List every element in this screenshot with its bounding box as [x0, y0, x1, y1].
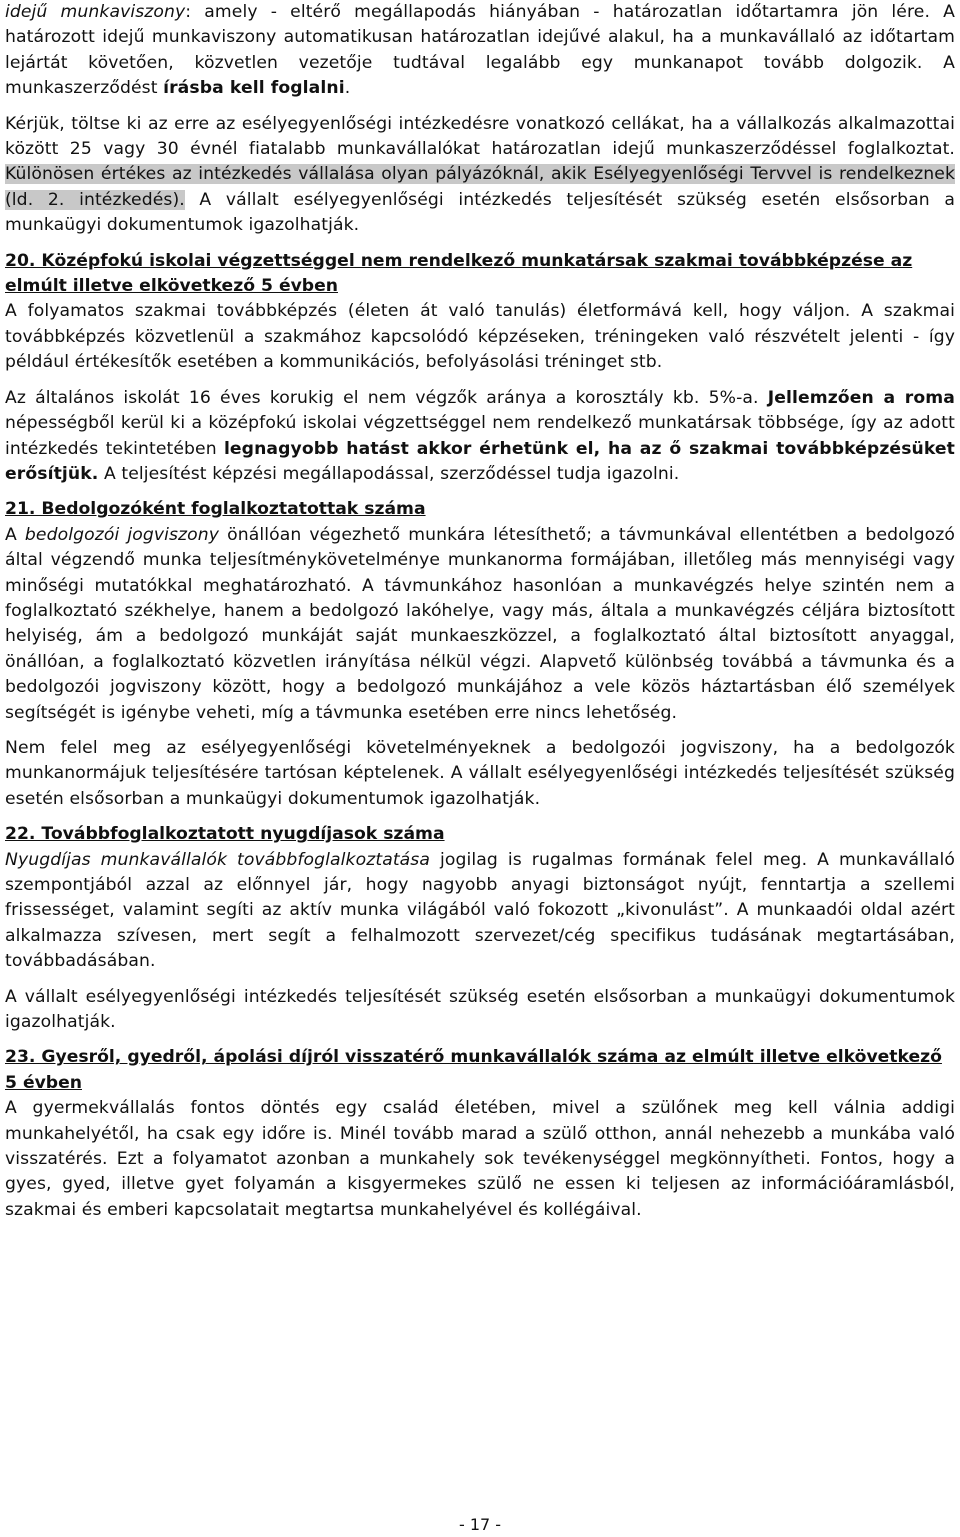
- section-22-heading: 22. Továbbfoglalkoztatott nyugdíjasok száma: [5, 824, 445, 845]
- intro-p2-text: Kérjük, töltse ki az erre az esélyegyenlőségi intézkedésre vonatkozó cellákat, ha a vállalkozás alkalmazottai között 25 vagy 30 évnél fiatalabb munkavállalókat határozatlan idejű munkaszerződéssel foglalkoztat.: [5, 113, 955, 160]
- intro-text: : amely - eltérő megállapodás hiányában - határozatlan időtartamra jön lére. A határozott idejű munkaviszony automatikusan határozatlan idejűvé alakul, ha a munkavállaló az időtartam lejártát követően, közvetlen vezetője tudtával legalább egy munkanapot tovább dolgozik. A munkaszerződést: [5, 2, 955, 99]
- section-21-paragraph-1: [5, 523, 955, 726]
- s21-text-a: A: [5, 524, 25, 545]
- highlighted-text: Különösen értékes az intézkedés vállalása olyan pályázóknál, akik Esélyegyenlőségi Tervvel is rendelkeznek (ld. 2. intézkedés).: [5, 164, 955, 210]
- s22-text-b: jogilag is rugalmas formának felel meg. A munkavállaló szempontjából azzal az előnnyel jár, hogy nagyobb anyagi biztonságot nyújt, fenntartja a szellemi frissességet, valamint segíti az aktív munka világából való fokozott „kivonulást”. A munkaadói oldal azért alkalmazza szívesen, mert segít a felhalmozott szervezet/cég specifikus tudásának megtartásában, továbbadásában.: [5, 849, 955, 972]
- section-23-heading: 23. Gyesről, gyedről, ápolási díjról visszatérő munkavállalók száma az elmúlt illetve elkövetkező 5 évben: [5, 1047, 942, 1093]
- s20-bold-2: legnagyobb hatást akkor érhetünk el, ha az ő szakmai továbbképzésüket erősítjük.: [5, 438, 955, 484]
- section-21-heading: 21. Bedolgozóként foglalkoztatottak száma: [5, 499, 426, 520]
- document-page: [5, 0, 955, 1223]
- s20-text-a: Az általános iskolát 16 éves korukig el nem végzők aránya a korosztály kb. 5%-a.: [5, 387, 768, 408]
- s20-text-b: népességből kerül ki a középfokú iskolai végzettséggel nem rendelkező munkatársak többsége, így az adott intézkedés tekintetében: [5, 413, 955, 459]
- section-22-paragraph-2: A vállalt esélyegyenlőségi intézkedés teljesítését szükség esetén elsősorban a munkaügyi dokumentumok igazolhatják.: [5, 986, 955, 1033]
- intro-paragraph-2: [5, 112, 955, 239]
- s20-bold-1: Jellemzően a roma: [767, 387, 955, 408]
- s21-italic-term: bedolgozói jogviszony: [24, 524, 220, 545]
- intro-italic-term: idejű munkaviszony: [5, 2, 186, 22]
- s21-text-b: önállóan végezhető munkára létesíthető; a távmunkával ellentétben a bedolgozó által végzendő munka teljesítménykövetelménye munkanorma formájában, illetőleg más mennyiségi vagy minőségi mutatókkal meghatározható. A távmunkához hasonlóan a munkavégzés helye szintén nem a foglalkoztató székhelye, hanem a bedolgozó lakóhelye, vagy más, általa a munkavégzés céljára biztosított helyiség, ám a bedolgozó munkáját saját munkaeszközzel, a foglalkoztató által biztosított anyaggal, önállóan, a foglalkoztató közvetlen irányítása nélkül végzi. Alapvető különbség továbbá a távmunka és a bedolgozói jogviszony között, hogy a bedolgozó munkájához a vele közös háztartásban élő személyek segítségét is igénybe veheti, míg a távmunka esetében erre nincs lehetőség.: [5, 524, 955, 723]
- section-20-heading: 20. Középfokú iskolai végzettséggel nem rendelkező munkatársak szakmai továbbképzése az elmúlt illetve elkövetkező 5 évben: [5, 250, 913, 297]
- section-20-paragraph-1: A folyamatos szakmai továbbképzés (életen át való tanulás) életformává kell, hogy váljon. A szakmai továbbképzés közvetlenül a szakmához kapcsolódó képzéseken, tréningeken való részvételt jelenti - így például értékesítők esetében a kommunikációs, befolyásolási tréninget stb.: [5, 301, 955, 373]
- page-number: - 17 -: [458, 1515, 502, 1534]
- intro-bold-phrase: írásba kell foglalni: [163, 78, 345, 99]
- s22-italic-term: Nyugdíjas munkavállalók továbbfoglalkoztatása: [5, 849, 430, 870]
- section-21-paragraph-2: Nem felel meg az esélyegyenlőségi követelményeknek a bedolgozói jogviszony, ha a bedolgozók munkanormájuk teljesítésére tartósan képtelenek. A vállalt esélyegyenlőségi intézkedés teljesítését szükség esetén elsősorban a munkaügyi dokumentumok igazolhatják.: [5, 737, 955, 809]
- intro-p2-text-end: A vállalt esélyegyenlőségi intézkedés teljesítését szükség esetén elsősorban a munkaügyi dokumentumok igazolhatják.: [5, 189, 955, 236]
- section-22-paragraph-1: [5, 848, 955, 975]
- intro-paragraph-1: [5, 0, 955, 102]
- s20-text-c: A teljesítést képzési megállapodással, szerződéssel tudja igazolni.: [98, 463, 680, 484]
- section-20-paragraph-2: [5, 386, 955, 488]
- section-23-paragraph-1: A gyermekvállalás fontos döntés egy család életében, mivel a szülőnek meg kell válnia addigi munkahelyétől, ha csak egy időre is. Minél tovább marad a szülő otthon, annál nehezebb a munkába való visszatérés. Ezt a folyamatot azonban a munkahely sok tevékenységgel megkönnyítheti. Fontos, hogy a gyes, gyed, illetve gyet folyamán a kisgyermekes szülő ne essen ki teljesen az információáramlásból, szakmai és emberi kapcsolatait megtartsa munkahelyével és kollégáival.: [5, 1098, 955, 1220]
- intro-text-end: .: [344, 78, 351, 99]
